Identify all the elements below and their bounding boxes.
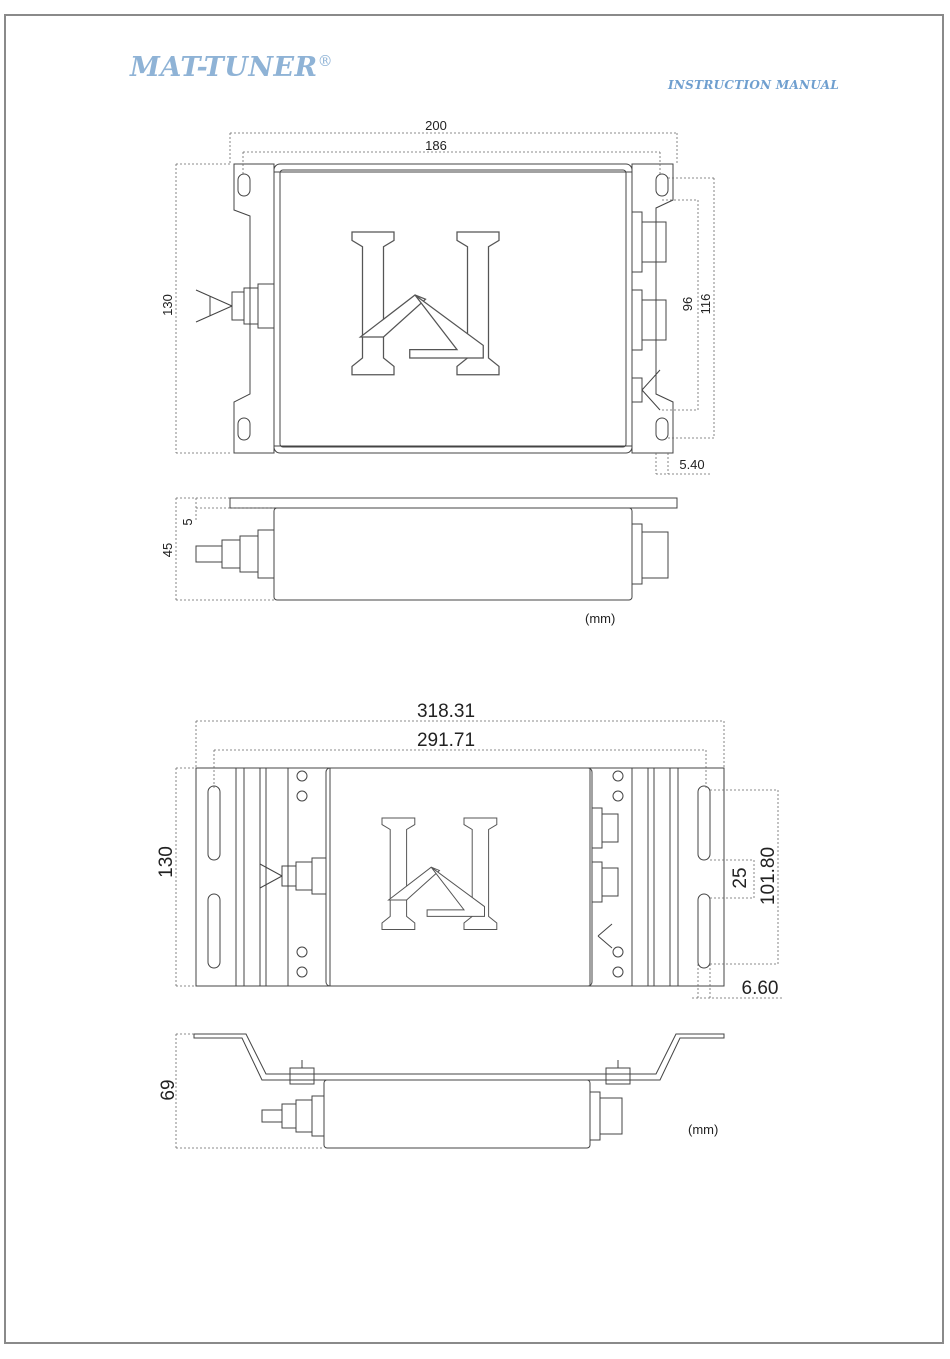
drawing1-top-view xyxy=(196,164,673,453)
m-logo-1 xyxy=(352,232,499,375)
registered-mark: ® xyxy=(317,52,334,70)
dim-130-a: 130 xyxy=(160,294,175,316)
dim-130-b: 130 xyxy=(156,846,177,878)
manual-title: INSTRUCTION MANUAL xyxy=(668,78,840,92)
dim-116: 116 xyxy=(698,293,713,315)
dim-318-31: 318.31 xyxy=(416,701,476,722)
dim-25: 25 xyxy=(730,867,751,889)
dim-186: 186 xyxy=(425,138,447,153)
drawing1-dimensions xyxy=(176,133,714,474)
unit-label-1: (mm) xyxy=(585,611,616,626)
unit-label-2: (mm) xyxy=(688,1122,719,1137)
dim-5-40: 5.40 xyxy=(679,457,705,472)
drawing1-side-view xyxy=(196,498,677,600)
dim-69: 69 xyxy=(158,1079,179,1101)
dim-5: 5 xyxy=(180,518,195,526)
drawing2-top-view xyxy=(196,768,724,986)
dim-6-60: 6.60 xyxy=(741,978,779,999)
dim-96: 96 xyxy=(680,296,695,312)
drawing2-side-view xyxy=(194,1034,724,1148)
dim-200: 200 xyxy=(425,118,447,133)
dim-291-71: 291.71 xyxy=(416,730,476,751)
brand-name: MAT-TUNER xyxy=(130,52,318,83)
m-logo-2 xyxy=(382,818,497,930)
dim-101-80: 101.80 xyxy=(758,846,779,906)
dim-45: 45 xyxy=(160,542,175,558)
